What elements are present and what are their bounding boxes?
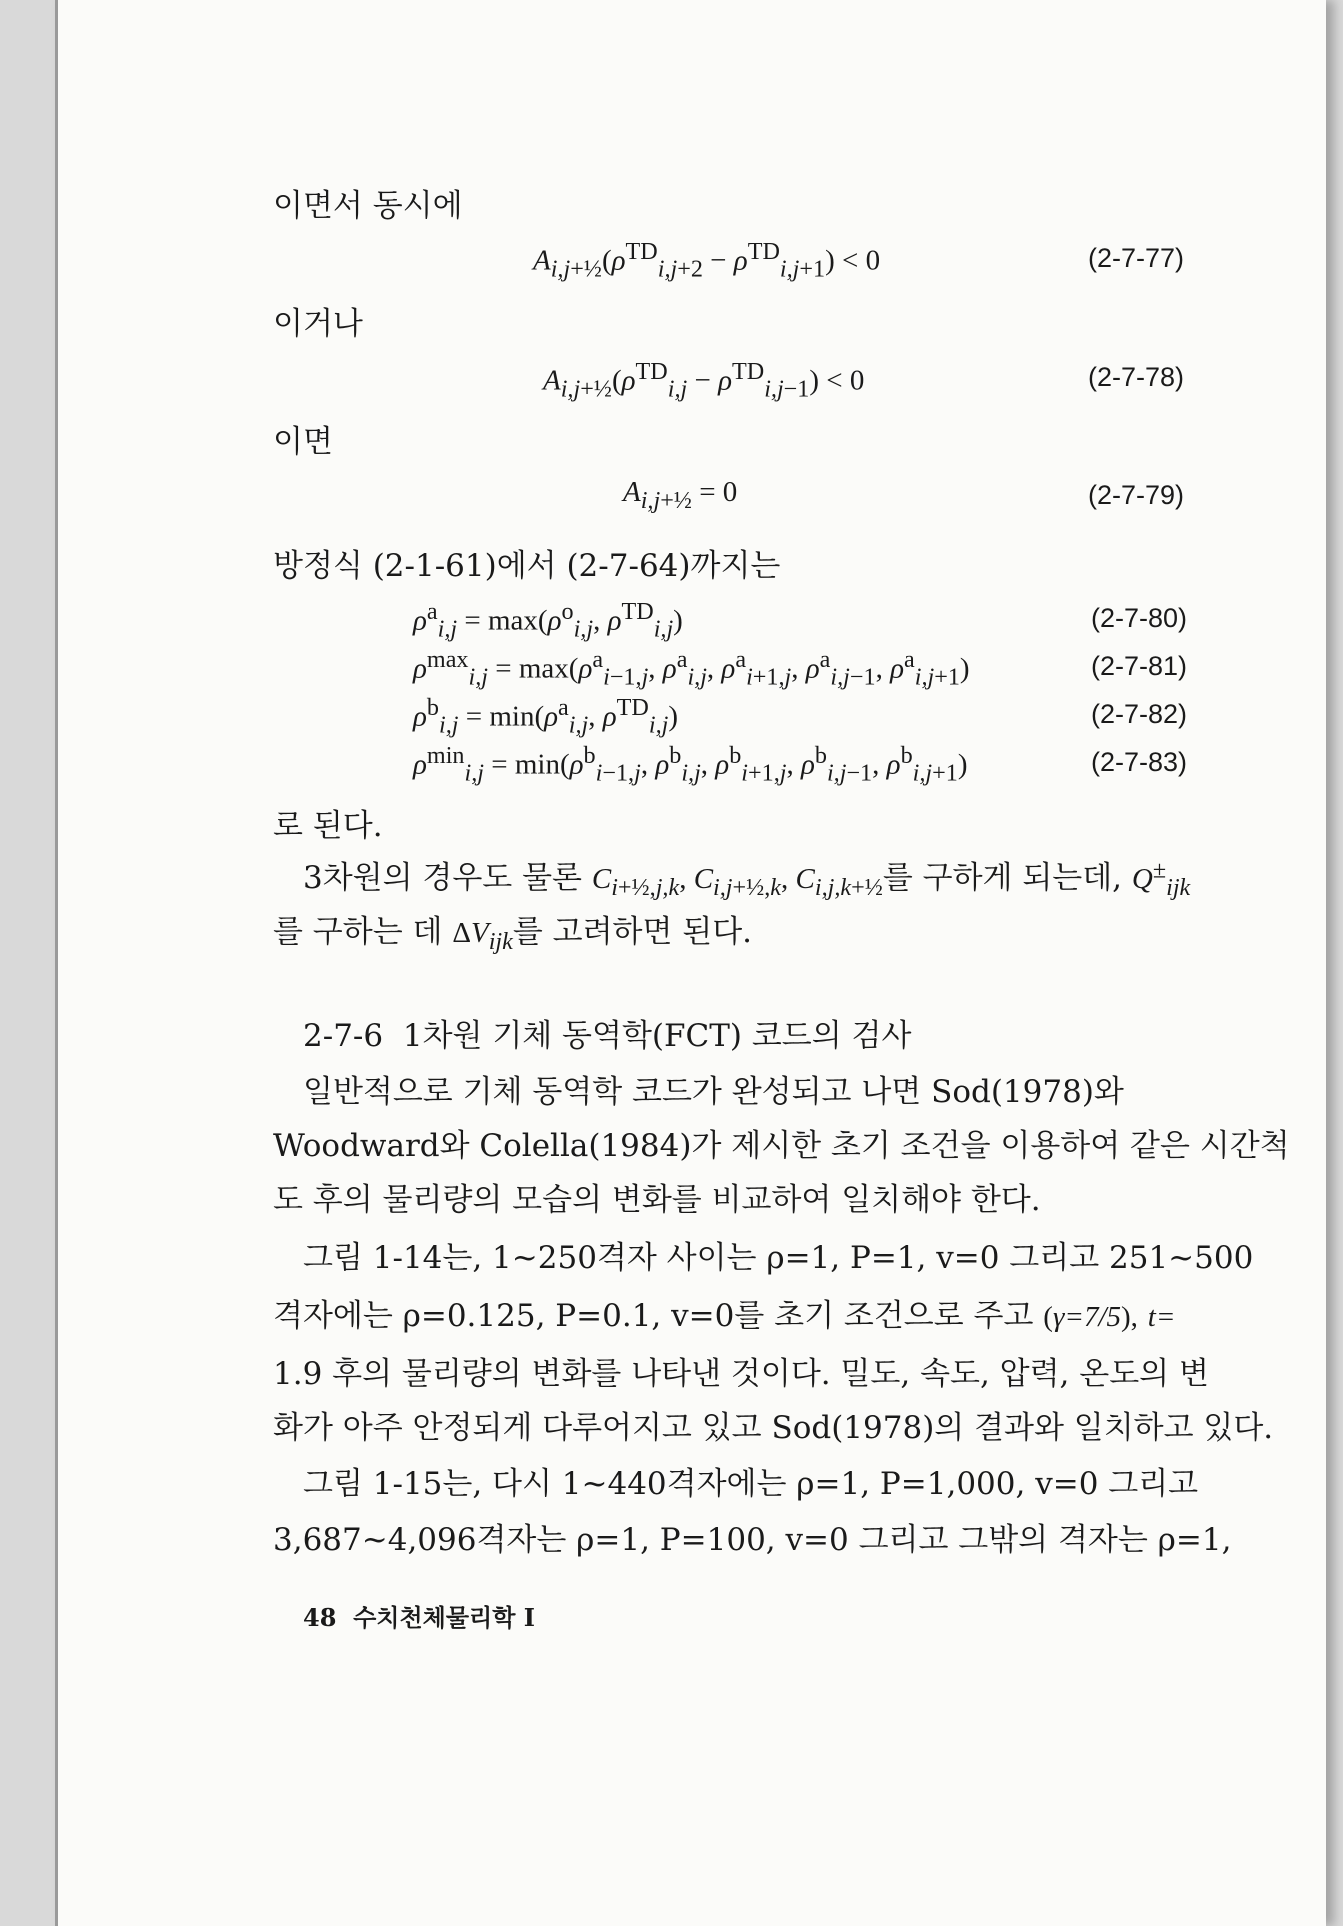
page-number: 48 [303, 1603, 337, 1632]
text-line: 방정식 (2-1-61)에서 (2-7-64)까지는 [273, 548, 781, 584]
body-line: 1.9 후의 물리량의 변화를 나타낸 것이다. 밀도, 속도, 압력, 온도의 변 [273, 1356, 1209, 1392]
document-page [55, 0, 1326, 1926]
equation-number: (2-7-78) [1088, 362, 1185, 392]
body-line: 화가 아주 안정되게 다루어지고 있고 Sod(1978)의 결과와 일치하고 있다. [273, 1410, 1274, 1446]
equation-2-7-82: $\rho^b_{i,j} = \min(\rho^a_{i,j}$, $\rho^{TD}_{i,j}$) [413, 694, 679, 739]
body-line: Woodward와 Colella(1984)가 제시한 초기 조건을 이용하여 같은 시간척 [273, 1128, 1290, 1164]
equation-2-7-79: $A_{i,j+\frac{1}{2}} = 0$ [623, 476, 738, 514]
body-line: 그림 1-15는, 다시 1~440격자에는 ρ=1, P=1,000, v=0 그리고 [303, 1466, 1199, 1502]
equation-number: (2-7-77) [1088, 243, 1185, 273]
paragraph-line: 3차원의 경우도 물론 $C_{i+\frac{1}{2},j,k}$, $C_{i,j+\frac{1}{2},k}$, $C_{i,j,k+\frac{1}{2}}$를 구하게 되는데, $Q^\pm_{ijk}$ [303, 856, 1191, 901]
equation-2-7-83: $\rho^{min}_{i,j} = \min(\rho^b_{i-1,j}$, $\rho^b_{i,j}$, $\rho^b_{i+1,j}$, $\rho^b_{i,j-1}$, $\rho^b_{i,j+1}$) [413, 742, 968, 787]
text-line: 로 된다. [273, 808, 383, 844]
text-line: 이면 [273, 424, 333, 460]
text-line: 이거나 [273, 306, 363, 342]
equation-number: (2-7-79) [1088, 480, 1185, 510]
body-line: 그림 1-14는, 1~250격자 사이는 ρ=1, P=1, v=0 그리고 251~500 [303, 1240, 1254, 1276]
equation-2-7-81: $\rho^{max}_{i,j} = \max(\rho^a_{i-1,j}$, $\rho^a_{i,j}$, $\rho^a_{i+1,j}$, $\rho^a_{i,j-1}$, $\rho^a_{i,j+1}$) [413, 646, 970, 691]
section-heading [303, 1010, 911, 1055]
body-line: 도 후의 물리량의 모습의 변화를 비교하여 일치해야 한다. [273, 1182, 1041, 1218]
paragraph-line: 를 구하는 데 $\Delta V_{ijk}$를 고려하면 된다. [273, 914, 753, 955]
body-line: 일반적으로 기체 동역학 코드가 완성되고 나면 Sod(1978)와 [303, 1074, 1124, 1110]
page-footer [303, 1598, 535, 1633]
equation-number: (2-7-82) [1091, 699, 1188, 729]
book-title: 수치천체물리학 I [353, 1603, 535, 1632]
body-line: 3,687~4,096격자는 ρ=1, P=100, v=0 그리고 그밖의 격자는 ρ=1, [273, 1522, 1232, 1558]
equation-number: (2-7-81) [1091, 651, 1188, 681]
text-line: 이면서 동시에 [273, 188, 463, 224]
equation-number: (2-7-80) [1091, 603, 1188, 633]
body-line: 격자에는 ρ=0.125, P=0.1, v=0를 초기 조건으로 주고 (γ=7/5), t= [273, 1298, 1176, 1334]
equation-2-7-77: $A_{i,j+\frac{1}{2}}(\rho^{TD}_{i,j+2} - \rho^{TD}_{i,j+1}) < 0$ [533, 238, 881, 283]
equation-2-7-78: $A_{i,j+\frac{1}{2}}(\rho^{TD}_{i,j} - \rho^{TD}_{i,j-1}) < 0$ [543, 358, 865, 403]
section-title: 1차원 기체 동역학(FCT) 코드의 검사 [402, 1018, 912, 1054]
section-number: 2-7-6 [303, 1018, 384, 1054]
equation-number: (2-7-83) [1091, 747, 1188, 777]
equation-2-7-80: $\rho^a_{i,j} = \max(\rho^o_{i,j}$, $\rho^{TD}_{i,j}$) [413, 598, 683, 643]
